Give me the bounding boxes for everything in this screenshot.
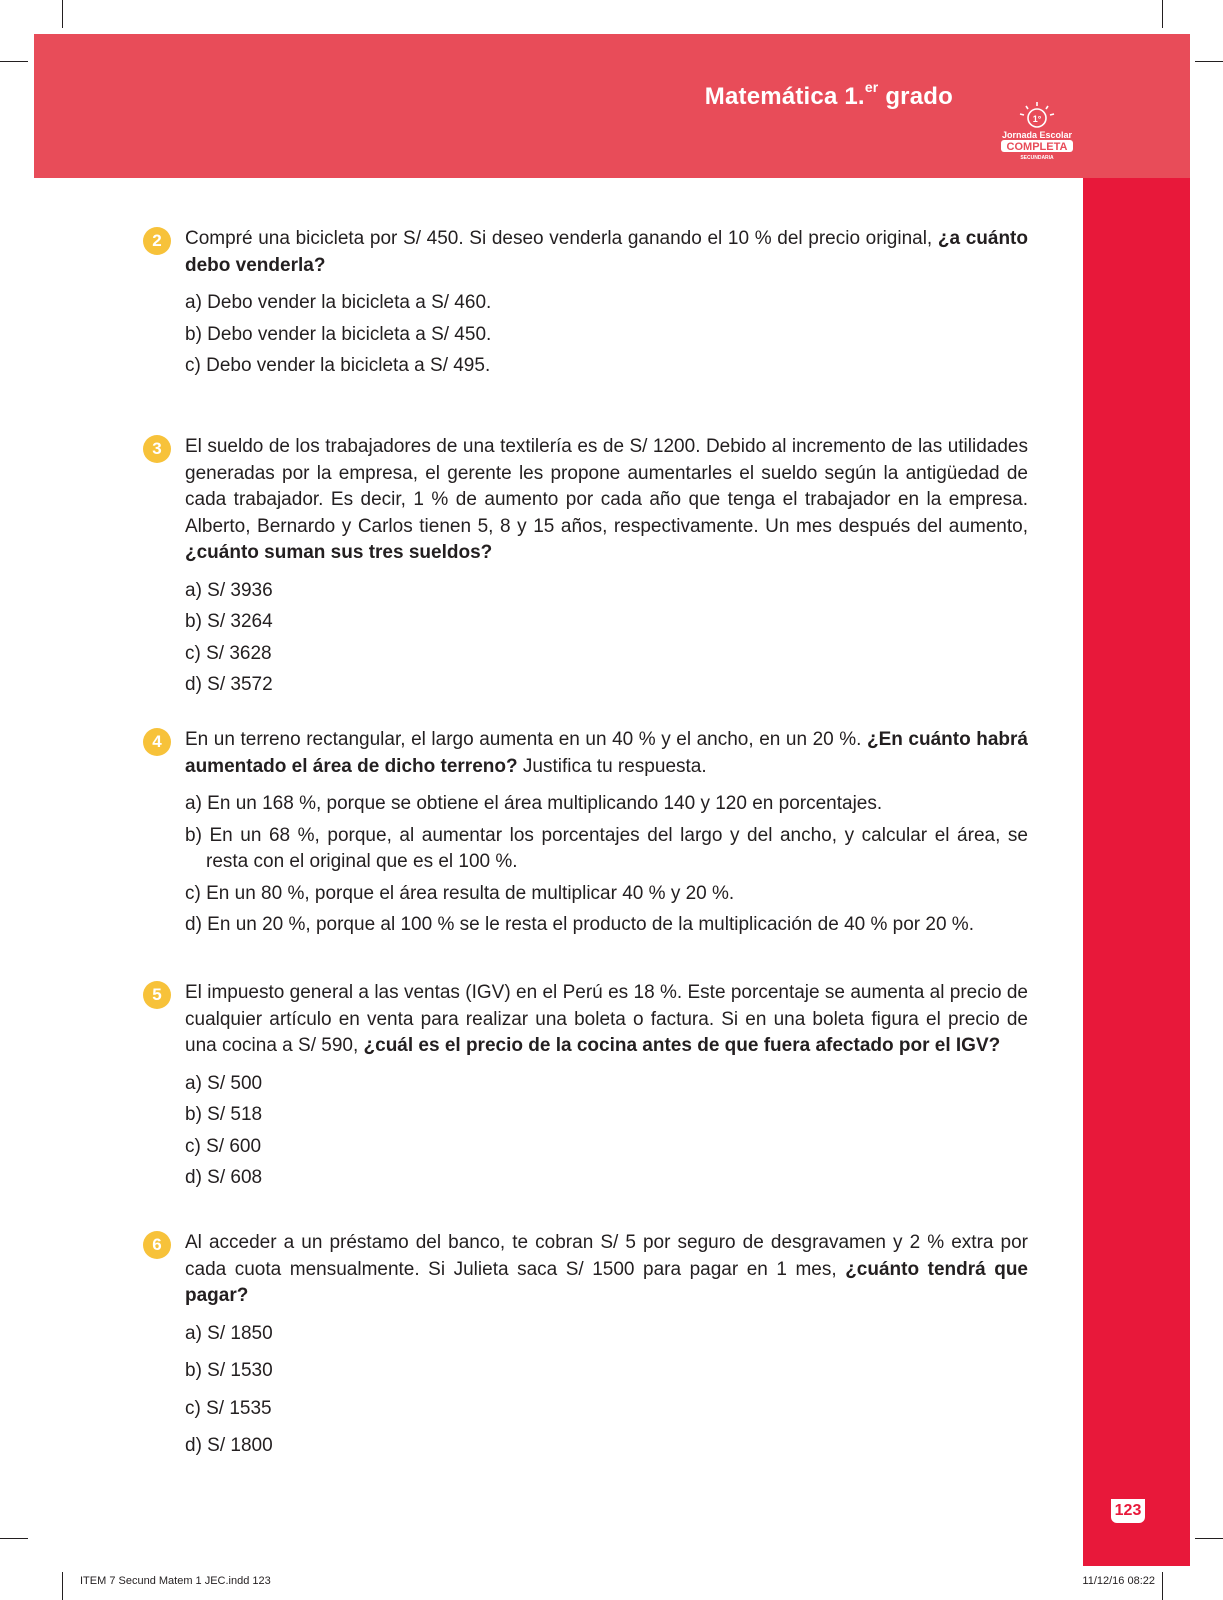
logo-line1: Jornada Escolar bbox=[1001, 130, 1073, 140]
question-2 bbox=[143, 226, 1028, 380]
answer-option: b) S/ 518 bbox=[185, 1104, 263, 1125]
crop-mark bbox=[62, 0, 63, 28]
svg-text:1°: 1° bbox=[1032, 114, 1042, 124]
crop-mark bbox=[1162, 0, 1163, 28]
crop-mark bbox=[1195, 1538, 1223, 1539]
question-6 bbox=[143, 1230, 1028, 1460]
question-text: El sueldo de los trabajadores de una textilería es de S/ 1200. Debido al incremento de las utilidades generadas por la empresa, el gerente les propone aumentarles el sueldo según la antigüedad de cada trabajador. Es decir, 1 % de aumento por cada año que tenga el trabajador en la empresa. Alberto, Bernardo y Carlos tienen 5, 8 y 15 años, respectivamente. Un mes después del aumento, ¿cuánto suman sus tres sueldos? bbox=[185, 436, 1028, 563]
question-number-badge: 4 bbox=[143, 728, 171, 756]
answer-option: c) S/ 1535 bbox=[185, 1397, 272, 1419]
answer-option: b) Debo vender la bicicleta a S/ 450. bbox=[185, 323, 492, 345]
answer-option: a) En un 168 %, porque se obtiene el área multiplicando 140 y 120 en porcentajes. bbox=[185, 793, 883, 814]
footer-timestamp: 11/12/16 08:22 bbox=[1082, 1575, 1155, 1587]
logo-line3: SECUNDARIA bbox=[1020, 155, 1054, 160]
question-number-badge: 5 bbox=[143, 981, 171, 1009]
answer-option: c) Debo vender la bicicleta a S/ 495. bbox=[185, 355, 491, 376]
answer-option: b) S/ 3264 bbox=[185, 611, 273, 632]
logo-line2: COMPLETA bbox=[1006, 141, 1068, 153]
answer-option: c) S/ 600 bbox=[185, 1135, 262, 1157]
question-text: El impuesto general a las ventas (IGV) en el Perú es 18 %. Este porcentaje se aumenta al precio de cualquier artículo en venta para realizar una boleta o factura. Si en una boleta figura el precio de una cocina a S/ 590, ¿cuál es el precio de la cocina antes de que fuera afectado por el IGV? bbox=[185, 982, 1028, 1056]
answer-option: a) Debo vender la bicicleta a S/ 460. bbox=[185, 292, 492, 313]
answer-option: d) En un 20 %, porque al 100 % se le resta el producto de la multiplicación de 40 % por 20 %. bbox=[185, 914, 974, 935]
question-number-badge: 6 bbox=[143, 1231, 171, 1259]
page-title: Matemática 1.$^{er}$ grado bbox=[704, 79, 953, 110]
answer-option: d) S/ 608 bbox=[185, 1167, 263, 1188]
side-strip bbox=[1083, 178, 1190, 1566]
footer-file-info: ITEM 7 Secund Matem 1 JEC.indd 123 bbox=[80, 1575, 271, 1587]
answer-option: a) S/ 3936 bbox=[185, 579, 273, 601]
question-number-badge: 3 bbox=[143, 435, 171, 463]
answer-option: d) S/ 1800 bbox=[185, 1435, 273, 1456]
question-5 bbox=[143, 980, 1028, 1192]
crop-mark bbox=[62, 1572, 63, 1600]
answer-option: d) S/ 3572 bbox=[185, 674, 273, 695]
question-number-badge: 2 bbox=[143, 227, 171, 255]
crop-mark bbox=[0, 1538, 28, 1539]
question-3 bbox=[143, 434, 1028, 699]
question-text: Al acceder a un préstamo del banco, te cobran S/ 5 por seguro de desgravamen y 2 % extra por cada cuota mensualmente. Si Julieta saca S/ 1500 para pagar en 1 mes, ¿cuánto tendrá que pagar? bbox=[185, 1232, 1029, 1306]
answer-option: c) S/ 3628 bbox=[185, 642, 272, 664]
answer-option: c) En un 80 %, porque el área resulta de multiplicar 40 % y 20 %. bbox=[185, 882, 735, 904]
question-text: Compré una bicicleta por S/ 450. Si deseo venderla ganando el 10 % del precio original, ¿a cuánto debo venderla? bbox=[185, 228, 1028, 276]
crop-mark bbox=[1162, 1572, 1163, 1600]
answer-option: b) En un 68 %, porque, al aumentar los porcentajes del largo y del ancho, y calcular el área, se resta con el original que es el 100 %. bbox=[185, 824, 1028, 872]
crop-mark bbox=[1195, 61, 1223, 62]
answer-option: b) S/ 1530 bbox=[185, 1360, 273, 1381]
question-4 bbox=[143, 727, 1028, 939]
jornada-escolar-completa-logo-icon bbox=[995, 100, 1079, 160]
answer-option: a) S/ 1850 bbox=[185, 1322, 273, 1344]
crop-mark bbox=[0, 61, 28, 62]
question-text: En un terreno rectangular, el largo aumenta en un 40 % y el ancho, en un 20 %. ¿En cuánto habrá aumentado el área de dicho terreno? Justifica tu respuesta. bbox=[185, 729, 1028, 777]
page-number: 123 bbox=[1111, 1499, 1145, 1523]
answer-option: a) S/ 500 bbox=[185, 1072, 263, 1094]
